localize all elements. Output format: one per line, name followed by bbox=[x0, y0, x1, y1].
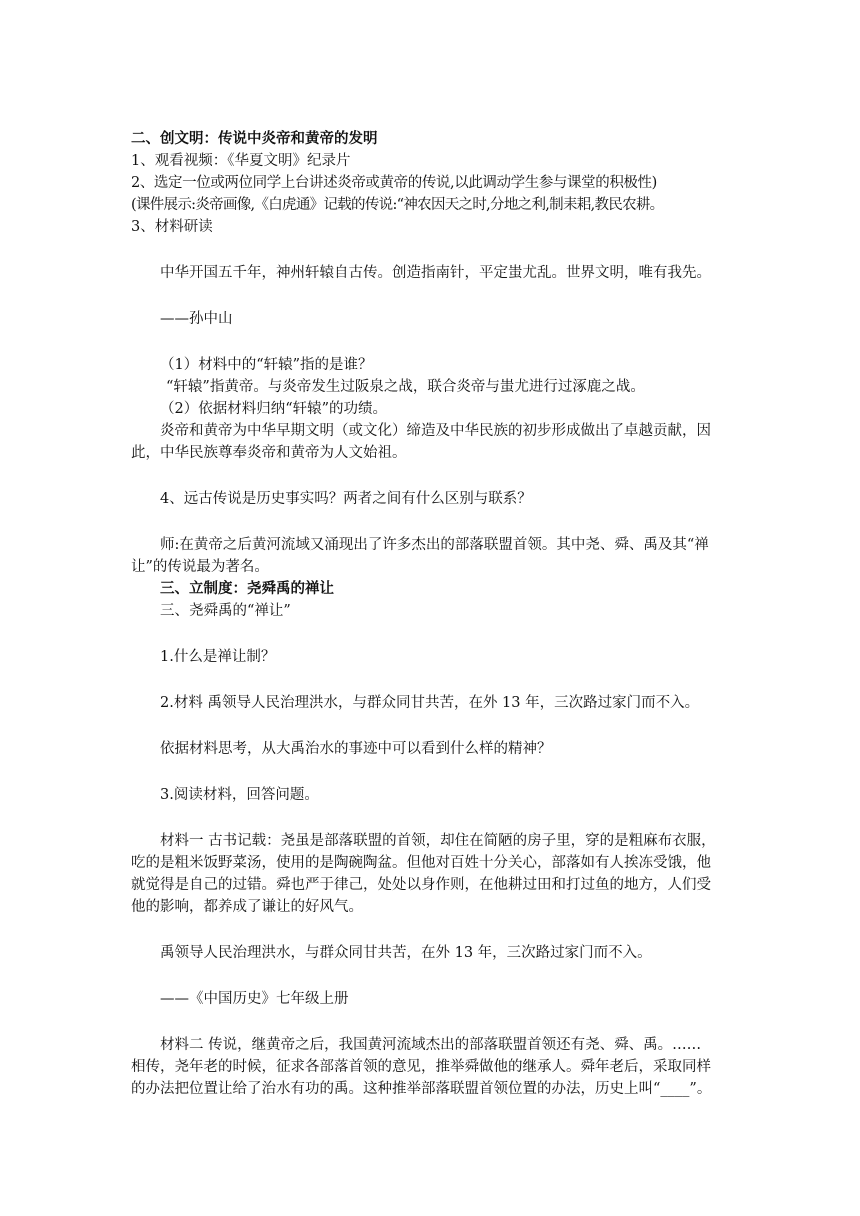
material-1-text: 吃的是粗米饭野菜汤，使用的是陶碗陶盆。但他对百姓十分关心，部落如有人挨冻受饿，他 bbox=[131, 855, 711, 871]
material-source: ——《中国历史》七年级上册 bbox=[160, 991, 349, 1007]
teacher-text-continued: 让”的传说最为著名。 bbox=[131, 559, 269, 575]
material-text: 2.材料 禹领导人民治理洪水，与群众同甘共苦，在外 13 年，三次路过家门而不入。 bbox=[160, 695, 700, 711]
text-line: 3、材料研读 bbox=[131, 219, 213, 235]
text-line: (课件展示:炎帝画像,《白虎通》记载的传说:“神农因天之时,分地之利,制耒耜,教民农耕。 bbox=[131, 197, 664, 213]
section-heading-2: 二、创文明：传说中炎帝和黄帝的发明 bbox=[131, 130, 378, 147]
teacher-text: 师:在黄帝之后黄河流域又涌现出了许多杰出的部落联盟首领。其中尧、舜、禹及其“禅 bbox=[160, 537, 709, 553]
question-4: 4、远古传说是历史事实吗？两者之间有什么区别与联系？ bbox=[160, 491, 532, 507]
question-2: （2）依据材料归纳“轩辕”的功绩。 bbox=[160, 401, 388, 417]
question-text: 1.什么是禅让制？ bbox=[160, 649, 276, 665]
question-text: 依据材料思考，从大禹治水的事迹中可以看到什么样的精神？ bbox=[160, 741, 552, 757]
material-1-text: 材料一 古书记载：尧虽是部落联盟的首领，却住在简陋的房子里，穿的是粗麻布衣服， bbox=[160, 833, 716, 849]
answer-2: 炎帝和黄帝为中华早期文明（或文化）缔造及中华民族的初步形成做出了卓越贡献，因 bbox=[160, 423, 711, 439]
material-2-text: 材料二 传说，继黄帝之后，我国黄河流域杰出的部落联盟首领还有尧、舜、禹。…… bbox=[160, 1037, 702, 1053]
material-1-text: 他的影响，都养成了谦让的好风气。 bbox=[131, 899, 363, 915]
section-heading-3: 三、立制度：尧舜禹的禅让 bbox=[160, 580, 334, 597]
subheading: 三、尧舜禹的“禅让” bbox=[160, 603, 291, 619]
material-1-text: 就觉得是自己的过错。舜也严于律己，处处以身作则，在他耕过田和打过鱼的地方，人们受 bbox=[131, 877, 711, 893]
material-text: 禹领导人民治理洪水，与群众同甘共苦，在外 13 年，三次路过家门而不入。 bbox=[160, 945, 652, 961]
quote-attribution: ——孙中山 bbox=[160, 311, 233, 327]
quote-text: 中华开国五千年，神州轩辕自古传。创造指南针，平定蚩尤乱。世界文明，唯有我先。 bbox=[160, 265, 711, 281]
text-line: 2、选定一位或两位同学上台讲述炎帝或黄帝的传说,以此调动学生参与课堂的积极性) bbox=[131, 175, 657, 191]
material-2-text: 的办法把位置让给了治水有功的禹。这种推举部落联盟首领位置的办法，历史上叫“____”。 bbox=[131, 1081, 712, 1097]
text-line: 1、观看视频：《华夏文明》纪录片 bbox=[131, 153, 351, 169]
answer-2-continued: 此，中华民族尊奉炎帝和黄帝为人文始祖。 bbox=[131, 445, 407, 461]
instruction-text: 3.阅读材料，回答问题。 bbox=[160, 787, 319, 803]
answer-1: “轩辕”指黄帝。与炎帝发生过阪泉之战，联合炎帝与蚩尤进行过涿鹿之战。 bbox=[166, 379, 645, 395]
question-1: （1）材料中的“轩辕”指的是谁？ bbox=[160, 357, 373, 373]
material-2-text: 相传，尧年老的时候，征求各部落首领的意见，推举舜做他的继承人。舜年老后，采取同样 bbox=[131, 1059, 711, 1075]
